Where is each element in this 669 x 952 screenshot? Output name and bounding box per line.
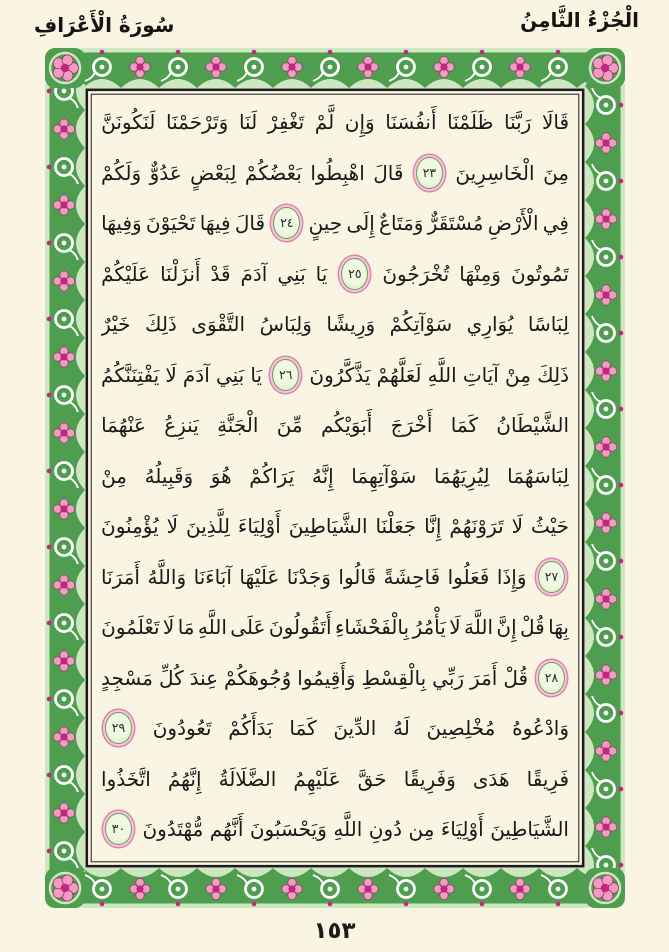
quran-word: لَا bbox=[449, 615, 461, 640]
quran-word: وَمِنْهَا bbox=[459, 261, 501, 286]
quran-line bbox=[101, 703, 569, 754]
quran-line bbox=[101, 653, 569, 704]
quran-word: يَذَّكَّرُونَ bbox=[309, 362, 371, 387]
quran-word: عَدُوٌّ bbox=[149, 160, 182, 185]
quran-word: أَوْلِيَاءَ bbox=[237, 514, 281, 539]
quran-word: وَقَبِيلُهُ bbox=[144, 463, 194, 488]
quran-word: جَعَلْنَا bbox=[375, 514, 417, 539]
quran-word: يَفْتِنَنَّكُمُ bbox=[101, 362, 160, 387]
quran-line bbox=[101, 148, 569, 199]
quran-word: مِّنَ bbox=[276, 413, 303, 438]
quran-line bbox=[101, 299, 569, 350]
quran-word: وَلَكُمْ bbox=[101, 160, 142, 185]
quran-word: مِنَ bbox=[543, 160, 569, 185]
quran-word: أَنزَلْنَا bbox=[160, 261, 201, 286]
quran-word: لَعَلَّهُمْ bbox=[376, 362, 422, 387]
quran-line bbox=[101, 602, 569, 653]
quran-word: يَرَاكُمْ bbox=[249, 463, 295, 488]
quran-word: آدَمَ bbox=[240, 261, 268, 286]
quran-word: الدِّينَ bbox=[333, 716, 377, 741]
quran-word: خَيْرٌ bbox=[101, 312, 131, 337]
quran-line bbox=[101, 501, 569, 552]
quran-word: تَمُوتُونَ bbox=[510, 261, 569, 286]
quran-word: اللَّهِ bbox=[427, 362, 457, 387]
quran-line bbox=[101, 198, 569, 249]
quran-word: فِيهَا bbox=[199, 211, 231, 236]
quran-word: إِنَّهُ bbox=[311, 463, 334, 488]
quran-word: أَوْلِيَاءَ bbox=[440, 817, 484, 842]
surah-header: سُورَةُ الْأَعْرَافِ bbox=[34, 13, 175, 37]
quran-word: وَفَرِيقًا bbox=[403, 766, 456, 791]
quran-word: إِنَّا bbox=[424, 514, 442, 539]
quran-word: اهْبِطُوا bbox=[310, 160, 365, 185]
quran-word: إِلَى bbox=[346, 211, 375, 236]
quran-word: يَأْمُرُ bbox=[412, 615, 446, 640]
quran-word: أَتَقُولُونَ bbox=[268, 615, 332, 640]
quran-word: عَلَيْكُمْ bbox=[101, 261, 151, 286]
quran-word: فَعَلُوا bbox=[447, 564, 490, 589]
quran-word: مُّهْتَدُونَ bbox=[142, 817, 204, 842]
quran-word: الشَّيَاطِينَ bbox=[288, 514, 368, 539]
quran-word: قَدْ bbox=[210, 261, 231, 286]
quran-word: لِيُرِيَهُمَا bbox=[433, 463, 490, 488]
ayah-end-marker: ٢٤ bbox=[273, 207, 300, 239]
quran-word: يُوَارِي bbox=[466, 312, 514, 337]
ayah-end-marker: ٢٨ bbox=[538, 662, 565, 694]
quran-word: تَرَوْنَهُمْ bbox=[449, 514, 504, 539]
quran-word: هُوَ bbox=[210, 463, 232, 488]
quran-word: قَالُوا bbox=[338, 564, 377, 589]
quran-line bbox=[101, 754, 569, 805]
quran-word: وَيَحْسَبُونَ bbox=[249, 817, 327, 842]
quran-word: عَلَيْهَا bbox=[239, 564, 280, 589]
quran-word: حَيْثُ bbox=[530, 514, 569, 539]
quran-word: سَوْآتِهِمَا bbox=[351, 463, 417, 488]
quran-line bbox=[101, 350, 569, 401]
quran-word: سَوْآتِكُمْ bbox=[389, 312, 453, 337]
quran-word: الْجَنَّةِ bbox=[217, 413, 259, 438]
quran-text-area bbox=[93, 96, 577, 860]
quran-word: مِنْ bbox=[101, 463, 127, 488]
quran-word: قَالَ bbox=[373, 160, 404, 185]
quran-word: لَا bbox=[165, 362, 177, 387]
quran-word: وَادْعُوهُ bbox=[512, 716, 569, 741]
quran-word: وَجَدْنَا bbox=[286, 564, 331, 589]
quran-word: بَعْضُكُمْ bbox=[244, 160, 302, 185]
quran-word: مِنْ bbox=[505, 362, 531, 387]
quran-word: الشَّيْطَانُ bbox=[496, 413, 569, 438]
quran-word: دُونِ bbox=[368, 817, 403, 842]
quran-word: لَنَا bbox=[238, 110, 258, 135]
quran-word: وَتَرْحَمْنَا bbox=[166, 110, 229, 135]
quran-word: رَبَّنَا bbox=[503, 110, 532, 135]
quran-word: حَقَّ bbox=[357, 766, 387, 791]
quran-word: قُلْ bbox=[520, 615, 545, 640]
quran-word: فَرِيقًا bbox=[526, 766, 569, 791]
quran-word: مَا bbox=[177, 615, 195, 640]
quran-word: حِينٍ bbox=[308, 211, 343, 236]
quran-word: لَا bbox=[166, 514, 179, 539]
quran-word: أَمَرَنَا bbox=[101, 564, 140, 589]
quran-word: وَأَقِيمُوا bbox=[297, 665, 356, 690]
quran-word: لَا bbox=[511, 514, 524, 539]
quran-word: لِلَّذِينَ bbox=[185, 514, 230, 539]
page-number: ١٥٣ bbox=[313, 918, 356, 944]
quran-word: بِالْفَحْشَاءِ bbox=[334, 615, 410, 640]
quran-word: آيَاتِ bbox=[462, 362, 499, 387]
quran-line bbox=[101, 400, 569, 451]
quran-word: أَخْرَجَ bbox=[390, 413, 433, 438]
quran-line bbox=[101, 552, 569, 603]
quran-word: مُسْتَقَرٌّ bbox=[427, 211, 484, 236]
quran-word: لَهُ bbox=[393, 716, 410, 741]
ayah-end-marker: ٢٩ bbox=[105, 712, 132, 744]
quran-word: أَنفُسَنَا bbox=[385, 110, 437, 135]
quran-word: الْخَاسِرِينَ bbox=[455, 160, 535, 185]
quran-word: أَبَوَيْكُم bbox=[320, 413, 373, 438]
quran-word: لَّمْ bbox=[314, 110, 335, 135]
ayah-end-marker: ٢٦ bbox=[272, 359, 299, 391]
quran-word: عَلَيْهِمُ bbox=[293, 766, 341, 791]
quran-word: لِبَاسًا bbox=[527, 312, 569, 337]
quran-word: الْأَرْضِ bbox=[487, 211, 539, 236]
quran-word: فَاحِشَةً bbox=[383, 564, 441, 589]
quran-word: كَمَا bbox=[450, 413, 478, 438]
quran-word: يَنزِعُ bbox=[164, 413, 199, 438]
quran-line bbox=[101, 97, 569, 148]
quran-word: قَالَا bbox=[541, 110, 569, 135]
quran-word: مَسْجِدٍ bbox=[101, 665, 153, 690]
ayah-end-marker: ٢٣ bbox=[416, 157, 443, 189]
quran-word: يَا bbox=[315, 261, 328, 286]
quran-word: آدَمَ bbox=[182, 362, 210, 387]
quran-word: بَنِي bbox=[215, 362, 245, 387]
ayah-end-marker: ٢٥ bbox=[341, 258, 368, 290]
ayah-end-marker: ٢٧ bbox=[538, 561, 565, 593]
quran-word: يُؤْمِنُونَ bbox=[101, 514, 159, 539]
quran-word: الضَّلَالَةُ bbox=[218, 766, 277, 791]
quran-word: بَنِي bbox=[277, 261, 306, 286]
quran-word: التَّقْوَى bbox=[191, 312, 246, 337]
quran-word: لِبَاسَهُمَا bbox=[507, 463, 569, 488]
quran-word: مُخْلِصِينَ bbox=[426, 716, 496, 741]
quran-word: وَإِن bbox=[344, 110, 375, 135]
quran-word: قُلْ bbox=[503, 665, 529, 690]
quran-word: قَالَ bbox=[234, 211, 266, 236]
quran-word: أَنَّهُم bbox=[209, 817, 244, 842]
quran-word: إِنَّ bbox=[496, 615, 517, 640]
quran-word: وَفِيهَا bbox=[101, 211, 142, 236]
quran-word: الشَّيَاطِينَ bbox=[490, 817, 569, 842]
quran-word: آبَاءَنَا bbox=[193, 564, 232, 589]
quran-word: وَرِيشًا bbox=[326, 312, 376, 337]
quran-word: أَمَرَ bbox=[470, 665, 498, 690]
quran-word: بِهَا bbox=[548, 615, 569, 640]
quran-word: وَإِذَا bbox=[496, 564, 527, 589]
quran-word: وَمَتَاعٌ bbox=[379, 211, 424, 236]
quran-word: كُلِّ bbox=[158, 665, 184, 690]
quran-word: عِندَ bbox=[189, 665, 219, 690]
quran-word: اتَّخَذُوا bbox=[101, 766, 151, 791]
quran-word: اللَّهِ bbox=[197, 615, 227, 640]
quran-word: ظَلَمْنَا bbox=[447, 110, 494, 135]
quran-word: تُخْرَجُونَ bbox=[382, 261, 450, 286]
quran-word: عَلَى bbox=[230, 615, 266, 640]
quran-word: وَاللَّهُ bbox=[147, 564, 187, 589]
quran-line bbox=[101, 451, 569, 502]
quran-line bbox=[101, 804, 569, 855]
quran-word: اللَّهَ bbox=[464, 615, 494, 640]
quran-word: وَلِبَاسُ bbox=[259, 312, 312, 337]
ayah-end-marker: ٣٠ bbox=[105, 813, 132, 845]
quran-word: رَبِّي bbox=[432, 665, 465, 690]
quran-word: ذَلِكَ bbox=[144, 312, 177, 337]
quran-word: هَدَى bbox=[472, 766, 510, 791]
quran-word: لِبَعْضٍ bbox=[190, 160, 237, 185]
quran-word: اللَّهِ bbox=[333, 817, 363, 842]
quran-word: تَغْفِرْ bbox=[267, 110, 305, 135]
quran-word: فِي bbox=[542, 211, 569, 236]
quran-word: لَا bbox=[162, 615, 175, 640]
ornamental-frame bbox=[45, 48, 625, 908]
quran-word: لَنَكُونَنَّ bbox=[101, 110, 156, 135]
quran-word: بَدَأَكُمْ bbox=[228, 716, 273, 741]
quran-word: بِالْقِسْطِ bbox=[361, 665, 427, 690]
quran-word: إِنَّهُمُ bbox=[167, 766, 202, 791]
quran-word: تَعُودُونَ bbox=[152, 716, 212, 741]
quran-word: عَنْهُمَا bbox=[101, 413, 146, 438]
juz-header: الْجُزْءُ الثَّامِنُ bbox=[520, 8, 639, 32]
quran-word: تَحْيَوْنَ bbox=[145, 211, 196, 236]
quran-line bbox=[101, 249, 569, 300]
quran-word: ذَلِكَ bbox=[537, 362, 569, 387]
quran-word: كَمَا bbox=[289, 716, 317, 741]
quran-word: وُجُوهَكُمْ bbox=[224, 665, 292, 690]
quran-word: تَعْلَمُونَ bbox=[101, 615, 160, 640]
quran-word: يَا bbox=[250, 362, 263, 387]
quran-word: مِن bbox=[408, 817, 435, 842]
